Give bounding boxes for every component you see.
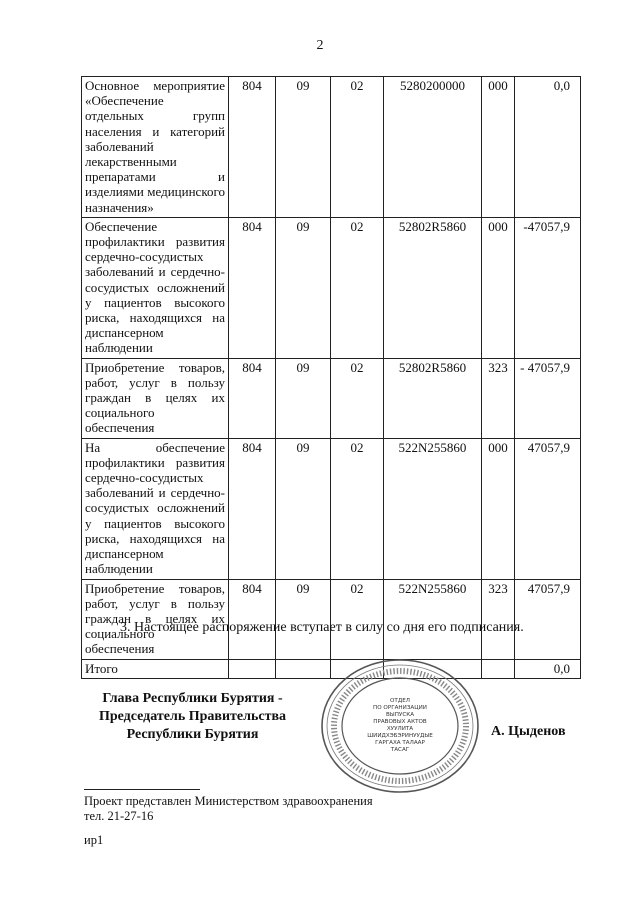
row-target-code: 52802R5860: [384, 217, 482, 358]
row-name: Приобретение товаров, работ, услуг в пользу граждан в целях их социального обеспечения: [82, 579, 229, 659]
footnote: [84, 794, 373, 824]
signatory-position: [70, 690, 315, 744]
seal-line: ВЫПУСКА: [385, 712, 415, 718]
table-row: [82, 438, 581, 579]
seal-line: ГАРГАХА ТАЛААР: [375, 740, 425, 746]
row-subsection-code: 02: [331, 217, 384, 358]
row-ministry-code: 804: [229, 579, 276, 659]
row-section-code: 09: [276, 579, 331, 659]
table-row: [82, 358, 581, 438]
row-subsection-code: 02: [331, 77, 384, 218]
official-seal: [320, 658, 480, 794]
row-section-code: 09: [276, 358, 331, 438]
row-section-code: 09: [276, 438, 331, 579]
seal-line: ШИИДХЭБЭРИНУУДЫЕ: [367, 733, 433, 739]
budget-table-body: [82, 77, 581, 679]
document-code: ир1: [84, 833, 104, 847]
row-amount: 47057,9: [515, 579, 581, 659]
row-ministry-code: 804: [229, 217, 276, 358]
empty-cell: [482, 659, 515, 678]
row-expense-type-code: 000: [482, 438, 515, 579]
row-amount: - 47057,9: [515, 358, 581, 438]
row-name: Обеспечение профилактики развития сердечно-сосудистых заболеваний и сердечно-сосудистых осложнений у пациентов высокого риска, находящихся на диспансерном наблюдении: [82, 217, 229, 358]
signatory-position-line: Председатель Правительства: [98, 709, 287, 724]
table-row: [82, 217, 581, 358]
row-target-code: 522N255860: [384, 579, 482, 659]
total-amount: 0,0: [515, 659, 581, 678]
row-amount: -47057,9: [515, 217, 581, 358]
row-subsection-code: 02: [331, 438, 384, 579]
row-subsection-code: 02: [331, 579, 384, 659]
row-name: Приобретение товаров, работ, услуг в пользу граждан в целях их социального обеспечения: [82, 358, 229, 438]
row-amount: 47057,9: [515, 438, 581, 579]
footnote-line: тел. 21-27-16: [84, 809, 154, 823]
row-name: На обеспечение профилактики развития сердечно-сосудистых заболеваний и сердечно-сосудистых осложнений у пациентов высокого риска, находящихся на диспансерном наблюдении: [82, 438, 229, 579]
table-row: [82, 77, 581, 218]
seal-line: ХУУЛИТА: [386, 726, 414, 732]
row-target-code: 522N255860: [384, 438, 482, 579]
row-expense-type-code: 000: [482, 217, 515, 358]
footnote-line: Проект представлен Министерством здравоохранения: [84, 794, 373, 808]
row-expense-type-code: 000: [482, 77, 515, 218]
seal-line: ПРАВОВЫХ АКТОВ: [373, 719, 427, 725]
table-row: [82, 579, 581, 659]
row-ministry-code: 804: [229, 358, 276, 438]
row-expense-type-code: 323: [482, 358, 515, 438]
effective-date-clause: 3. Настоящее распоряжение вступает в силу со дня его подписания.: [120, 620, 524, 635]
seal-line: ПО ОРГАНИЗАЦИИ: [373, 705, 427, 711]
row-subsection-code: 02: [331, 358, 384, 438]
row-amount: 0,0: [515, 77, 581, 218]
row-expense-type-code: 323: [482, 579, 515, 659]
seal-line: ОТДЕЛ: [390, 698, 410, 704]
footnote-divider: [84, 789, 200, 790]
row-target-code: 5280200000: [384, 77, 482, 218]
row-target-code: 52802R5860: [384, 358, 482, 438]
row-section-code: 09: [276, 217, 331, 358]
row-name: Основное мероприятие «Обеспечение отдельных групп населения и категорий заболеваний лекарственными препаратами и изделиями медицинского назначения»: [82, 77, 229, 218]
page-number: 2: [316, 38, 324, 53]
budget-table: [81, 76, 581, 679]
row-ministry-code: 804: [229, 438, 276, 579]
signatory-position-line: Республики Бурятия: [126, 727, 259, 742]
total-label: Итого: [82, 659, 229, 678]
signatory-position-line: Глава Республики Бурятия -: [102, 691, 283, 706]
row-ministry-code: 804: [229, 77, 276, 218]
seal-line: ТАСАГ: [390, 747, 410, 753]
row-section-code: 09: [276, 77, 331, 218]
signatory-name: А. Цыденов: [491, 724, 566, 739]
empty-cell: [229, 659, 276, 678]
